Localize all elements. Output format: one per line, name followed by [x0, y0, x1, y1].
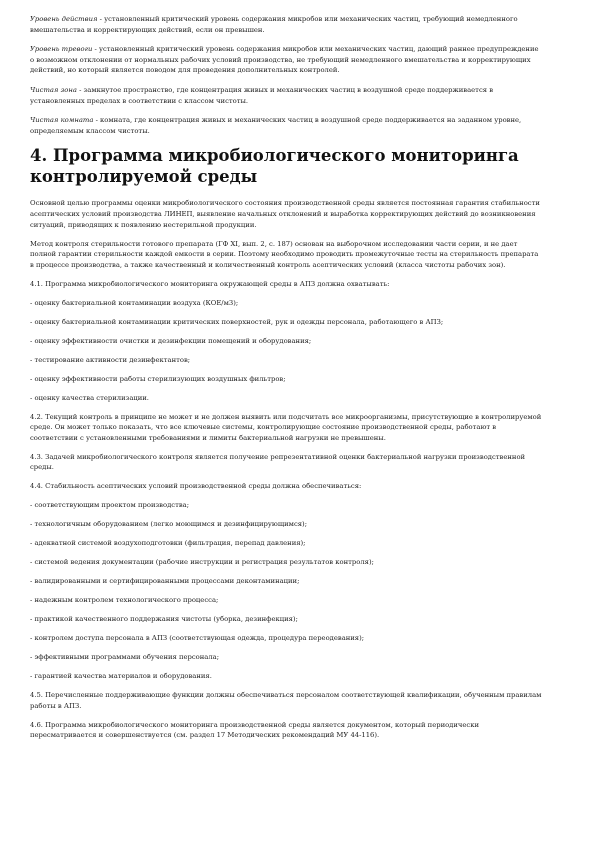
body-paragraph: Основной целью программы оценки микробиологического состояния производственной среды является постоянная гарантия стабильности асептических условий производства ЛИНЕП, выявление начальных отклонений и выработка корректирующих действий до возникновения ситуаций, приводящих к появлению нестерильной продукции. [30, 199, 540, 229]
definition-paragraph [30, 115, 543, 136]
definition-term: Уровень действия [30, 15, 98, 23]
body-paragraph: 4.6. Программа микробиологического мониторинга производственной среды является документом, который периодически пересматривается и совершенствуется (см. раздел 17 Методических рекомендаций МУ 44-116). [30, 720, 480, 740]
body-paragraph: - адекватной системой воздухоподготовки (фильтрация, перепад давления); [30, 539, 306, 548]
definition-paragraph [30, 85, 543, 106]
body-paragraph: - соответствующим проектом производства; [30, 501, 190, 510]
section-body [30, 198, 543, 741]
body-paragraph: - технологичным оборудованием (легко моющимся и дезинфицирующимся); [30, 520, 307, 529]
body-paragraph: - практикой качественного поддержания чистоты (уборка, дезинфекция); [30, 615, 298, 624]
definition-paragraph [30, 44, 543, 76]
body-paragraph: 4.4. Стабильность асептических условий производственной среды должна обеспечиваться: [30, 482, 362, 491]
body-paragraph: - эффективными программами обучения персонала; [30, 653, 220, 662]
body-paragraph: 4.1. Программа микробиологического мониторинга окружающей среды в АПЗ должна охватывать: [30, 279, 390, 288]
body-paragraph: - оценку бактериальной контаминации воздуха (КОЕ/м3); [30, 298, 239, 307]
body-paragraph: - гарантией качества материалов и оборудования. [30, 672, 212, 681]
definition-paragraph [30, 14, 543, 35]
section-heading: 4. Программа микробиологического мониторинга контролируемой среды [30, 146, 519, 187]
body-paragraph: - оценку эффективности работы стерилизующих воздушных фильтров; [30, 374, 286, 383]
body-paragraph: - оценку качества стерилизации. [30, 393, 149, 402]
body-paragraph: - оценку эффективности очистки и дезинфекции помещений и оборудования; [30, 336, 312, 345]
body-paragraph: - тестирование активности дезинфектантов; [30, 355, 191, 364]
body-paragraph: 4.2. Текущий контроль в принципе не может и не должен выявить или подсчитать все микроорганизмы, присутствующие в контролируемой среде. Он может только показать, что все ключевые системы, контролирующие состояние производственной среды, работают в соответствии с установленными требованиями и лимиты бактериальной нагрузки не превышены. [30, 412, 542, 442]
definition-text: - установленный критический уровень содержания микробов или механических частиц, дающий раннее предупреждение о возможном отклонении от нормальных рабочих условий производства, не требующий немедленного вмешательства и корректирующих действий, но который является поводом для проведения дополнительных контролей. [30, 45, 539, 75]
body-paragraph: - системой ведения документации (рабочие инструкции и регистрация результатов контроля); [30, 558, 374, 567]
body-paragraph: 4.5. Перечисленные поддерживающие функции должны обеспечиваться персоналом соответствующей квалификации, обученным правилам работы в АПЗ. [30, 691, 542, 710]
definition-text: - комната, где концентрация живых и механических частиц в воздушной среде поддерживается на заданном уровне, определяемым классом чистоты. [30, 116, 522, 135]
definition-term: Чистая зона [30, 85, 77, 94]
body-paragraph: 4.3. Задачей микробиологического контроля является получение репрезентативной оценки бактериальной нагрузки производственной среды. [30, 452, 526, 472]
body-paragraph: - контролем доступа персонала в АПЗ (соответствующая одежда, процедура переодевания); [30, 634, 365, 643]
definitions-section [30, 14, 543, 136]
body-paragraph: - валидированными и сертифицированными процессами деконтаминации; [30, 577, 300, 586]
body-paragraph: - оценку бактериальной контаминации критических поверхностей, рук и одежды персонала, работающего в АПЗ; [30, 317, 444, 326]
definition-term: Уровень тревоги [30, 45, 93, 54]
definition-text: - замкнутое пространство, где концентрация живых и механических частиц в воздушной среде поддерживается в установленных пределах в соответствии с классом чистоты. [30, 85, 494, 105]
definition-term: Чистая комната [30, 116, 94, 125]
body-paragraph: Метод контроля стерильности готового препарата (ГФ XI, вып. 2, с. 187) основан на выборочном исследовании части серии, и не дает полной гарантии стерильности каждой емкости в серии. Поэтому необходимо проводить промежуточные тесты на стерильность препарата в процессе производства, а также качественный и количественный контроль асептических условий (класса чистоты рабочих зон). [30, 239, 539, 269]
body-paragraph: - надежным контролем технологического процесса; [30, 596, 219, 605]
definition-text: - установленный критический уровень содержания микробов или механических частиц, требующий немедленного вмешательства и корректирующих действий, если он превышен. [30, 15, 518, 34]
